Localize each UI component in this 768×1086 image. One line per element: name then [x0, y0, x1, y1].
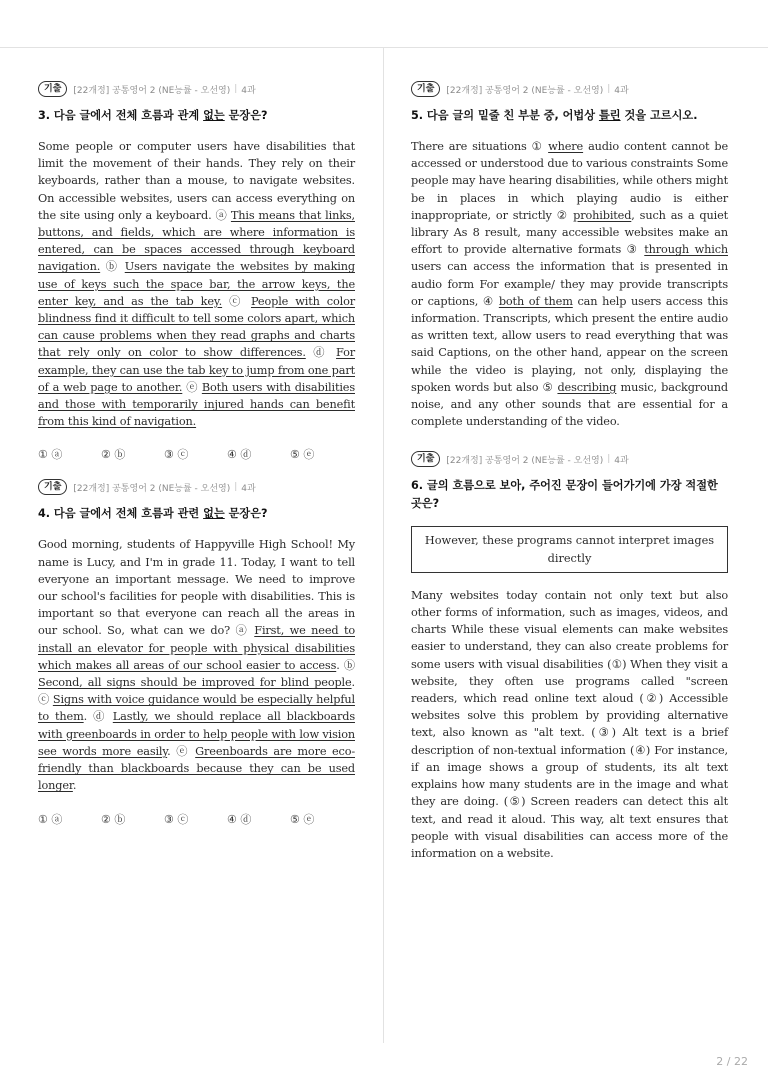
choice-4[interactable]: ④ ⓓ [227, 448, 252, 462]
exam-badge: 기출 [411, 81, 440, 97]
choice-1[interactable]: ① ⓐ [38, 812, 63, 826]
question-4-passage: Good morning, students of Happyville High School! My name is Lucy, and I'm in grade 11. Today, I want to tell everyone an important message. We need to improve our school's facilities for people with disabilities. This is important so that everyone can reach all the areas in our school. So, what can we do? ⓐ First, we need to install an elevator for people with physical disabilities which makes all areas of our school easier to access. ⓑ Second, all signs should be improved for blind people. ⓒ Signs with voice guidance would be especially helpful to them. ⓓ Lastly, we should replace all blackboards with greenboards in order to help people with low vision see words more easily. ⓔ Greenboards are more eco-friendly than blackboards because they can be used longer. [38, 538, 356, 793]
top-rule [0, 47, 768, 48]
lesson-label: 4과 [241, 483, 256, 494]
source-label: [22개정] 공통영어 2 (NE능률 - 오선영) [73, 85, 231, 96]
choice-2[interactable]: ② ⓑ [101, 812, 126, 826]
question-3-passage: Some people or computer users have disabilities that limit the movement of their hands. They rely on their keyboards, rather than a mouse, to navigate websites. On accessible websites, users can access everything on the site using only a keyboard. ⓐ This means that links, buttons, and fields, which are where information is entered, can be spaces accessed through keyboard navigation. ⓑ Users navigate the websites by making use of keys such the space bar, the arrow keys, the enter key, and as the tab key. ⓒ People with color blindness find it difficult to tell some colors apart, which can cause problems when they read graphs and charts that rely only on color to show differences. ⓓ For example, they can use the tab key to jump from one part of a web page to another. ⓔ Both users with disabilities and those with temporarily injured hands can benefit from this kind of navigation. [38, 140, 356, 429]
exam-badge: 기출 [38, 81, 67, 97]
question-3-tag: 기출 [22개정] 공통영어 2 (NE능률 - 오선영) | 4과 [38, 80, 355, 98]
page-number: 2 / 22 [716, 1055, 748, 1068]
choice-3[interactable]: ③ ⓒ [164, 812, 189, 826]
choice-1[interactable]: ① ⓐ [38, 448, 63, 462]
choice-3[interactable]: ③ ⓒ [164, 448, 189, 462]
question-4-tag: 기출 [22개정] 공통영어 2 (NE능률 - 오선영) | 4과 [38, 478, 355, 496]
source-label: [22개정] 공통영어 2 (NE능률 - 오선영) [446, 455, 604, 466]
exam-badge: 기출 [38, 479, 67, 495]
lesson-label: 4과 [241, 85, 256, 96]
question-3-choices [38, 446, 355, 462]
choice-5[interactable]: ⑤ ⓔ [290, 448, 315, 462]
source-label: [22개정] 공통영어 2 (NE능률 - 오선영) [446, 85, 604, 96]
question-6-title: 6. 글의 흐름으로 보아, 주어진 문장이 들어가기에 가장 적절한 곳은? [411, 479, 718, 511]
question-5-title: 5. 다음 글의 밑줄 친 부분 중, 어법상 틀린 것을 고르시오. [411, 109, 698, 122]
exam-badge: 기출 [411, 451, 440, 467]
choice-4[interactable]: ④ ⓓ [227, 812, 252, 826]
question-6 [411, 450, 728, 862]
given-sentence-box: However, these programs cannot interpret images directly [411, 526, 728, 572]
question-6-tag: 기출 [22개정] 공통영어 2 (NE능률 - 오선영) | 4과 [411, 450, 728, 468]
source-label: [22개정] 공통영어 2 (NE능률 - 오선영) [73, 483, 231, 494]
question-4-title: 4. 다음 글에서 전체 흐름과 관련 없는 문장은? [38, 507, 268, 521]
question-4 [38, 478, 355, 826]
question-5-tag: 기출 [22개정] 공통영어 2 (NE능률 - 오선영) | 4과 [411, 80, 728, 98]
column-divider [383, 48, 384, 1043]
question-3 [38, 80, 355, 462]
question-5 [411, 80, 728, 430]
question-4-choices [38, 811, 355, 827]
lesson-label: 4과 [614, 455, 629, 466]
choice-5[interactable]: ⑤ ⓔ [290, 812, 315, 826]
question-6-passage: Many websites today contain not only text but also other forms of information, such as images, videos, and charts While these visual elements can make websites easier to understand, they can also create problems for some users with visual disabilities (①) When they visit a website, they often use programs called "screen readers, which read online text aloud (②) Accessible websites solve this problem by providing alternative text, also known as "alt text. (③) Alt text is a brief description of non-textual information (④) For instance, if an image shows a group of students, its alt text explains how many students are in the image and what they are doing. (⑤) Screen readers can detect this alt text, and read it aloud. This way, alt text ensures that people with visual disabilities can access more of the information on a website. [411, 588, 728, 860]
right-column [411, 80, 728, 862]
lesson-label: 4과 [614, 85, 629, 96]
left-column [38, 80, 355, 827]
choice-2[interactable]: ② ⓑ [101, 448, 126, 462]
question-5-passage: There are situations ① where audio content cannot be accessed or understood due to various constraints Some people may have hearing disabilities, while others might be in places in which playing audio is either inappropriate, or strictly ② prohibited, such as a quiet library As 8 result, many accessible websites make an effort to provide alternative formats ③ through which users can access the information that is presented in audio form For example/ they may provide transcripts or captions, ④ both of them can help users access this information. Transcripts, which present the entire audio as written text, allow users to read everything that was said Captions, on the other hand, appear on the screen while the video is playing, not only, displaying the spoken words but also ⑤ describing music, background noise, and any other sounds that are essential for a complete understanding of the video. [411, 140, 729, 429]
question-3-title: 3. 다음 글에서 전체 흐름과 관계 없는 문장은? [38, 109, 268, 122]
